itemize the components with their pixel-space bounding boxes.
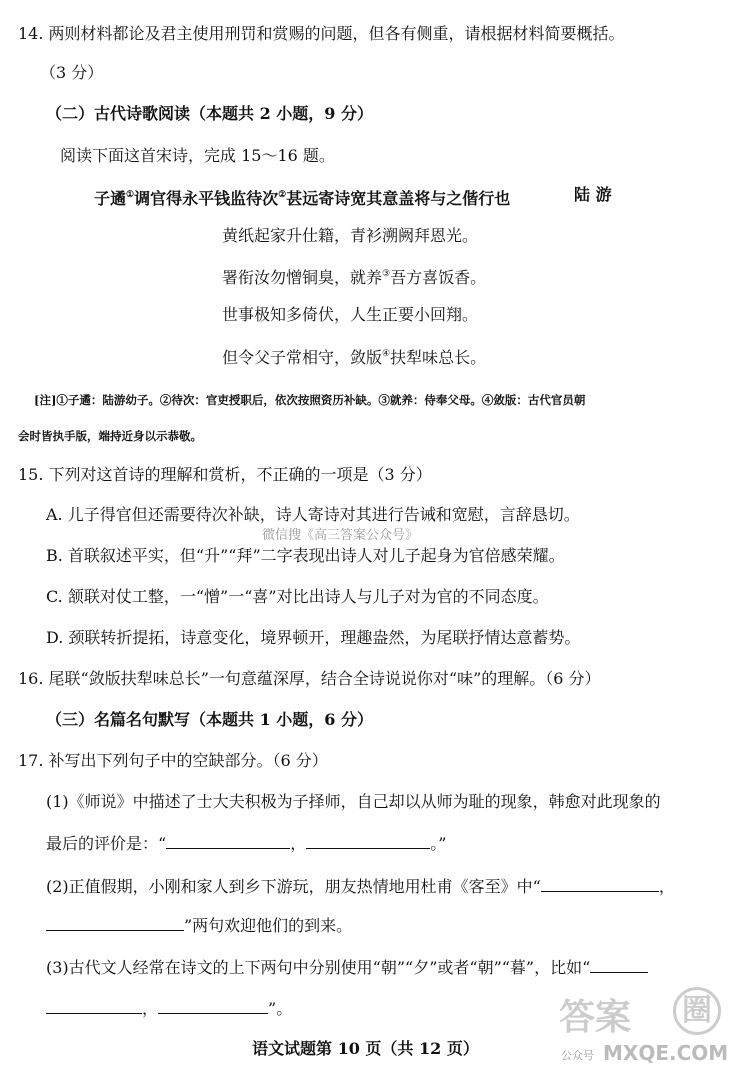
q17-part1-line2 xyxy=(46,834,446,854)
poem-line-2a: 署衔汝勿憎铜臭，就养 xyxy=(222,268,383,287)
answer-blank[interactable] xyxy=(46,916,184,931)
q14-text: 14. 两则材料都论及君主使用刑罚和赏赐的问题，但各有侧重，请根据材料简要概括。 xyxy=(18,24,625,43)
page-footer: 语文试题第 10 页（共 12 页） xyxy=(252,1039,479,1058)
q15-stem: 15. 下列对这首诗的理解和赏析，不正确的一项是（3 分） xyxy=(18,465,432,484)
q17-part2-line1 xyxy=(46,877,675,897)
logo-account: 公众号 xyxy=(561,1049,594,1062)
comma: ， xyxy=(290,834,307,853)
answer-blank[interactable] xyxy=(541,877,659,892)
answer-blank[interactable] xyxy=(590,958,648,973)
logo-watermark xyxy=(555,985,729,1073)
poem-line-1: 黄纸起家升仕籍，青衫溯阙拜恩光。 xyxy=(222,226,479,245)
q17-part3-line2 xyxy=(46,999,292,1019)
footnote-3: ③ xyxy=(382,269,391,279)
poem-title-b: 调官得永平钱监待次 xyxy=(134,189,279,208)
poem-author: 陆 游 xyxy=(574,185,612,204)
poem-line-3: 世事极知多倚伏，人生正要小回翔。 xyxy=(222,305,479,324)
q14-points: （3 分） xyxy=(40,63,104,82)
logo-text-main: 答案 xyxy=(559,997,632,1038)
q15-option-b: B. 首联叙述平实，但“升”“拜”二字表现出诗人对儿子起身为官倍感荣耀。 xyxy=(46,546,565,565)
q17-stem: 17. 补写出下列句子中的空缺部分。（6 分） xyxy=(18,751,328,770)
logo-site: MXQE.COM xyxy=(603,1041,729,1065)
q17-part3-line1 xyxy=(46,958,648,978)
close-quote: ”。 xyxy=(268,999,293,1018)
section2-title: （二）古代诗歌阅读（本题共 2 小题，9 分） xyxy=(46,104,373,123)
q17-part2-prefix: (2)正值假期，小刚和家人到乡下游玩，朋友热情地用杜甫《客至》中“ xyxy=(46,877,541,896)
comma: ， xyxy=(142,999,159,1018)
poem-title-c: 甚远寄诗宽其意盖将与之偕行也 xyxy=(286,189,511,208)
q17-part1-line1: (1)《师说》中描述了士大夫积极为子择师，自己却以从师为耻的现象，韩愈对此现象的 xyxy=(46,792,661,811)
poem-line-4 xyxy=(222,344,486,368)
q17-part2-line2 xyxy=(46,916,352,936)
poem-title-a: 子遹 xyxy=(94,189,127,208)
close-quote: 。” xyxy=(430,834,447,853)
q15-option-d: D. 颈联转折提拓，诗意变化，境界顿开，理趣盎然，为尾联抒情达意蓄势。 xyxy=(46,628,581,647)
footnote-4: ④ xyxy=(382,349,391,359)
poem-notes-2: 会时皆执手版，端持近身以示恭敬。 xyxy=(18,429,202,443)
section3-title: （三）名篇名句默写（本题共 1 小题，6 分） xyxy=(46,710,373,729)
q16-text: 16. 尾联“敛版扶犁味总长”一句意蕴深厚，结合全诗说说你对“味”的理解。（6 分） xyxy=(18,669,601,688)
answer-blank[interactable] xyxy=(158,999,268,1014)
q15-option-a: A. 儿子得官但还需要待次补缺，诗人寄诗对其进行告诫和宽慰，言辞恳切。 xyxy=(46,505,580,524)
q17-part1-prefix: 最后的评价是：“ xyxy=(46,834,167,853)
logo-circle-icon: 圈 xyxy=(673,987,721,1035)
answer-blank[interactable] xyxy=(46,999,142,1014)
poem-title xyxy=(94,185,510,209)
comma: ， xyxy=(658,877,675,896)
answer-blank[interactable] xyxy=(306,834,430,849)
watermark-text: 微信搜《高三答案公众号》 xyxy=(262,528,419,543)
poem-line-2 xyxy=(222,264,486,288)
answer-blank[interactable] xyxy=(166,834,290,849)
poem-notes-1: [注]①子遹：陆游幼子。②待次：官吏授职后，依次按照资历补缺。③就养：侍奉父母。④敛版：古代官员朝 xyxy=(34,393,586,407)
poem-line-4a: 但令父子常相守，敛版 xyxy=(222,348,383,367)
q15-option-c: C. 颔联对仗工整，一“憎”一“喜”对比出诗人与儿子对为官的不同态度。 xyxy=(46,587,549,606)
q17-part2-suffix: ”两句欢迎他们的到来。 xyxy=(184,916,353,935)
footnote-2: ② xyxy=(278,190,287,200)
poem-line-4b: 扶犁味总长。 xyxy=(390,348,487,367)
q17-part3-prefix: (3)古代文人经常在诗文的上下两句中分别使用“朝”“夕”或者“朝”“暮”，比如“ xyxy=(46,958,591,977)
footnote-1: ① xyxy=(126,190,135,200)
poem-line-2b: 吾方喜饭香。 xyxy=(390,268,487,287)
section2-intro: 阅读下面这首宋诗，完成 15～16 题。 xyxy=(60,146,335,165)
